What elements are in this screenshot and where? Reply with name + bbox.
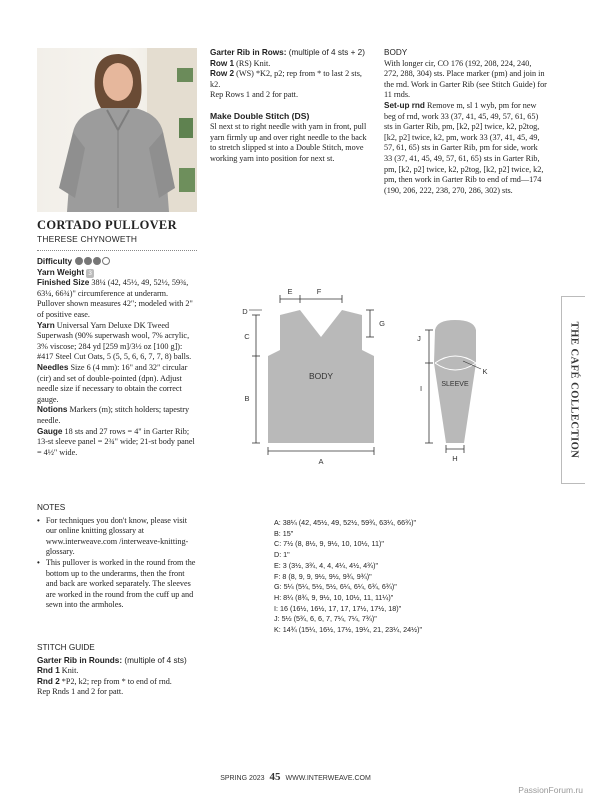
measurement-row: B: 15" — [274, 528, 294, 538]
stitch-guide-rows: Garter Rib in Rows: (multiple of 4 sts + 2) Row 1 (RS) Knit. Row 2 (WS) *K2, p2; rep from * to last 2 sts, k2. Rep Rows 1 and 2 for patt. Make Double Stitch (DS) Sl next st to right needle with yarn in front, pull yarn firmly up and over right needle to the back to stretch slipped st into a Double Stitch, move working yarn into position for next st. — [210, 48, 372, 164]
label-b: B — [244, 394, 250, 403]
measurement-row: E: 3 (3½, 3¾, 4, 4, 4¼, 4½, 4¾)" — [274, 560, 379, 570]
label-d: D — [242, 307, 248, 316]
label-i: I — [419, 384, 423, 393]
double-stitch-heading: Make Double Stitch (DS) — [210, 110, 310, 121]
notes-heading: NOTES — [37, 503, 66, 512]
measurement-row: K: 14¾ (15¼, 16½, 17½, 19¼, 21, 23¼, 24½)" — [274, 625, 423, 635]
yarn-weight — [37, 268, 197, 279]
label-g: G — [379, 319, 385, 328]
double-stitch-text: Sl next st to right needle with yarn in front, pull yarn firmly up and over right needle to the back to stretch slipped st into a Double Stitch, move working yarn into position for next st. — [210, 121, 367, 163]
watermark: PassionForum.ru — [518, 785, 583, 795]
body-heading: BODY — [384, 48, 408, 57]
garter-rib-rounds: Garter Rib in Rounds: (multiple of 4 sts) — [37, 655, 187, 665]
bullet-icon: • — [37, 515, 40, 525]
stitch-guide-heading: STITCH GUIDE — [37, 643, 95, 652]
setup-round: Set-up rnd Remove m, sl 1 wyb, pm for new beg of rnd, work 33 (37, 41, 45, 49, 57, 61, 65) sts in Garter Rib, pm, [k2, p2] twice, k2, p2tog, [k2, p2] twice, k2, pm, work 33 (37, 41, 45, 49, 57, 61, 65) sts in Garter Rib, pm for side, work 33 (37, 41, 45, 49, 57, 61, 65) sts in Garter Rib, pm, [k2, p2] twice, k2, p2tog, [k2, p2] twice, k2, pm, then work in Garter Rib to end of rnd—174 (190, 206, 222, 238, 270, 286, 302) sts. — [384, 100, 544, 195]
spec-item: Notions Markers (m); stitch holders; tapestry needle. — [37, 405, 190, 425]
pattern-title: CORTADO PULLOVER — [37, 218, 177, 232]
yarn-weight-badge: 3 — [88, 269, 92, 277]
label-j: J — [417, 334, 421, 343]
body-label: BODY — [308, 371, 334, 381]
designer-name: THERESE CHYNOWETH — [37, 234, 138, 244]
page-footer — [0, 771, 591, 783]
pattern-specs — [37, 257, 197, 458]
bullet-icon: • — [37, 557, 40, 567]
difficulty-dot-filled-icon — [93, 257, 101, 265]
schematic-diagram — [235, 283, 535, 468]
measurement-row: C: 7½ (8, 8½, 9, 9½, 10, 10½, 11)" — [274, 539, 384, 549]
label-f: F — [316, 287, 322, 296]
measurement-row: A: 38¼ (42, 45½, 49, 52½, 59¾, 63¼, 66¾)" — [274, 518, 417, 527]
measurement-row: F: 8 (8, 9, 9, 9½, 9½, 9¾, 9¾)" — [274, 571, 372, 581]
model-illustration — [37, 48, 197, 212]
section-tab — [561, 296, 585, 484]
spec-item: Yarn Universal Yarn Deluxe DK Tweed Superwash (90% superwash wool, 7% acrylic, 3% viscose; 284 yd [259 m]/3½ oz [100 g]): #417 Steel Cut Oats, 5 (5, 5, 6, 6, 7, 7, 8) balls. — [37, 320, 192, 362]
measurement-row: D: 1" — [274, 550, 290, 560]
divider — [37, 250, 197, 251]
yarn-weight-label: Yarn Weight — [37, 267, 85, 277]
spec-item: Finished Size 38¼ (42, 45½, 49, 52½, 59¾, 63¼, 66¾)" circumference at underarm. Pullover shown measures 42"; modeled with 2" of positive ease. — [37, 278, 193, 319]
label-e: E — [287, 287, 293, 296]
measurements-list — [274, 518, 474, 636]
section-tab-label: THE CAFÉ COLLECTION — [568, 321, 579, 459]
difficulty-rating — [74, 257, 110, 266]
difficulty-dot-empty-icon — [102, 257, 110, 265]
difficulty — [37, 257, 197, 268]
label-k: K — [482, 367, 488, 376]
body-intro: With longer cir, CO 176 (192, 208, 224, 240, 272, 288, 304) sts. Place marker (pm) and join in the rnd. Work in Garter Rib (see Stitch Guide) for 11 rnds. — [384, 58, 547, 100]
body-instructions — [384, 48, 547, 196]
garter-rib-rows: Garter Rib in Rows: (multiple of 4 sts + 2) — [210, 48, 365, 57]
note-item: • This pullover is worked in the round from the bottom up to the underarms, then the front and back are worked separately. The sleeves are worked in the round from the cuff up and sewn into the armholes. — [37, 557, 196, 610]
difficulty-label: Difficulty — [37, 257, 73, 266]
label-a: A — [318, 457, 324, 466]
label-c: C — [244, 332, 250, 341]
measurement-row: G: 5¼ (5¼, 5½, 5½, 6¼, 6¼, 6¾, 6¾)" — [274, 582, 397, 592]
pattern-header — [37, 218, 197, 244]
label-h: H — [452, 454, 458, 463]
model-photo — [37, 48, 197, 212]
notes-section — [37, 503, 197, 611]
measurement-row: H: 8¼ (8¾, 9, 9½, 10, 10½, 11, 11¼)" — [274, 592, 394, 602]
site-url: WWW.INTERWEAVE.COM — [285, 775, 371, 782]
page-number: 45 — [269, 771, 281, 783]
spec-item: Needles Size 6 (4 mm): 16" and 32" circular (cir) and set of double-pointed (dpn). Adjust needle size if necessary to obtain the correct gauge. — [37, 362, 188, 404]
spec-item: Gauge 18 sts and 27 rows = 4" in Garter Rib; 13-st sleeve panel = 2¾" wide; 21-st body panel = 4½" wide. — [37, 426, 195, 457]
measurement-row: J: 5½ (5¾, 6, 6, 7, 7¼, 7¼, 7¾)" — [274, 614, 377, 624]
sleeve-label: SLEEVE — [441, 381, 469, 388]
difficulty-dot-filled-icon — [84, 257, 92, 265]
note-item: • For techniques you don't know, please visit our online knitting glossary at www.interweave.com /interweave-knitting-glossary. — [37, 515, 189, 557]
stitch-guide: STITCH GUIDE Garter Rib in Rounds: (multiple of 4 sts) Rnd 1 Knit. Rnd 2 *P2, k2; rep from * to end of rnd. Rep Rnds 1 and 2 for patt. — [37, 643, 197, 698]
measurement-row: I: 16 (16½, 16½, 17, 17, 17½, 17½, 18)" — [274, 603, 402, 613]
difficulty-dot-filled-icon — [75, 257, 83, 265]
issue-label: SPRING 2023 — [220, 775, 265, 782]
